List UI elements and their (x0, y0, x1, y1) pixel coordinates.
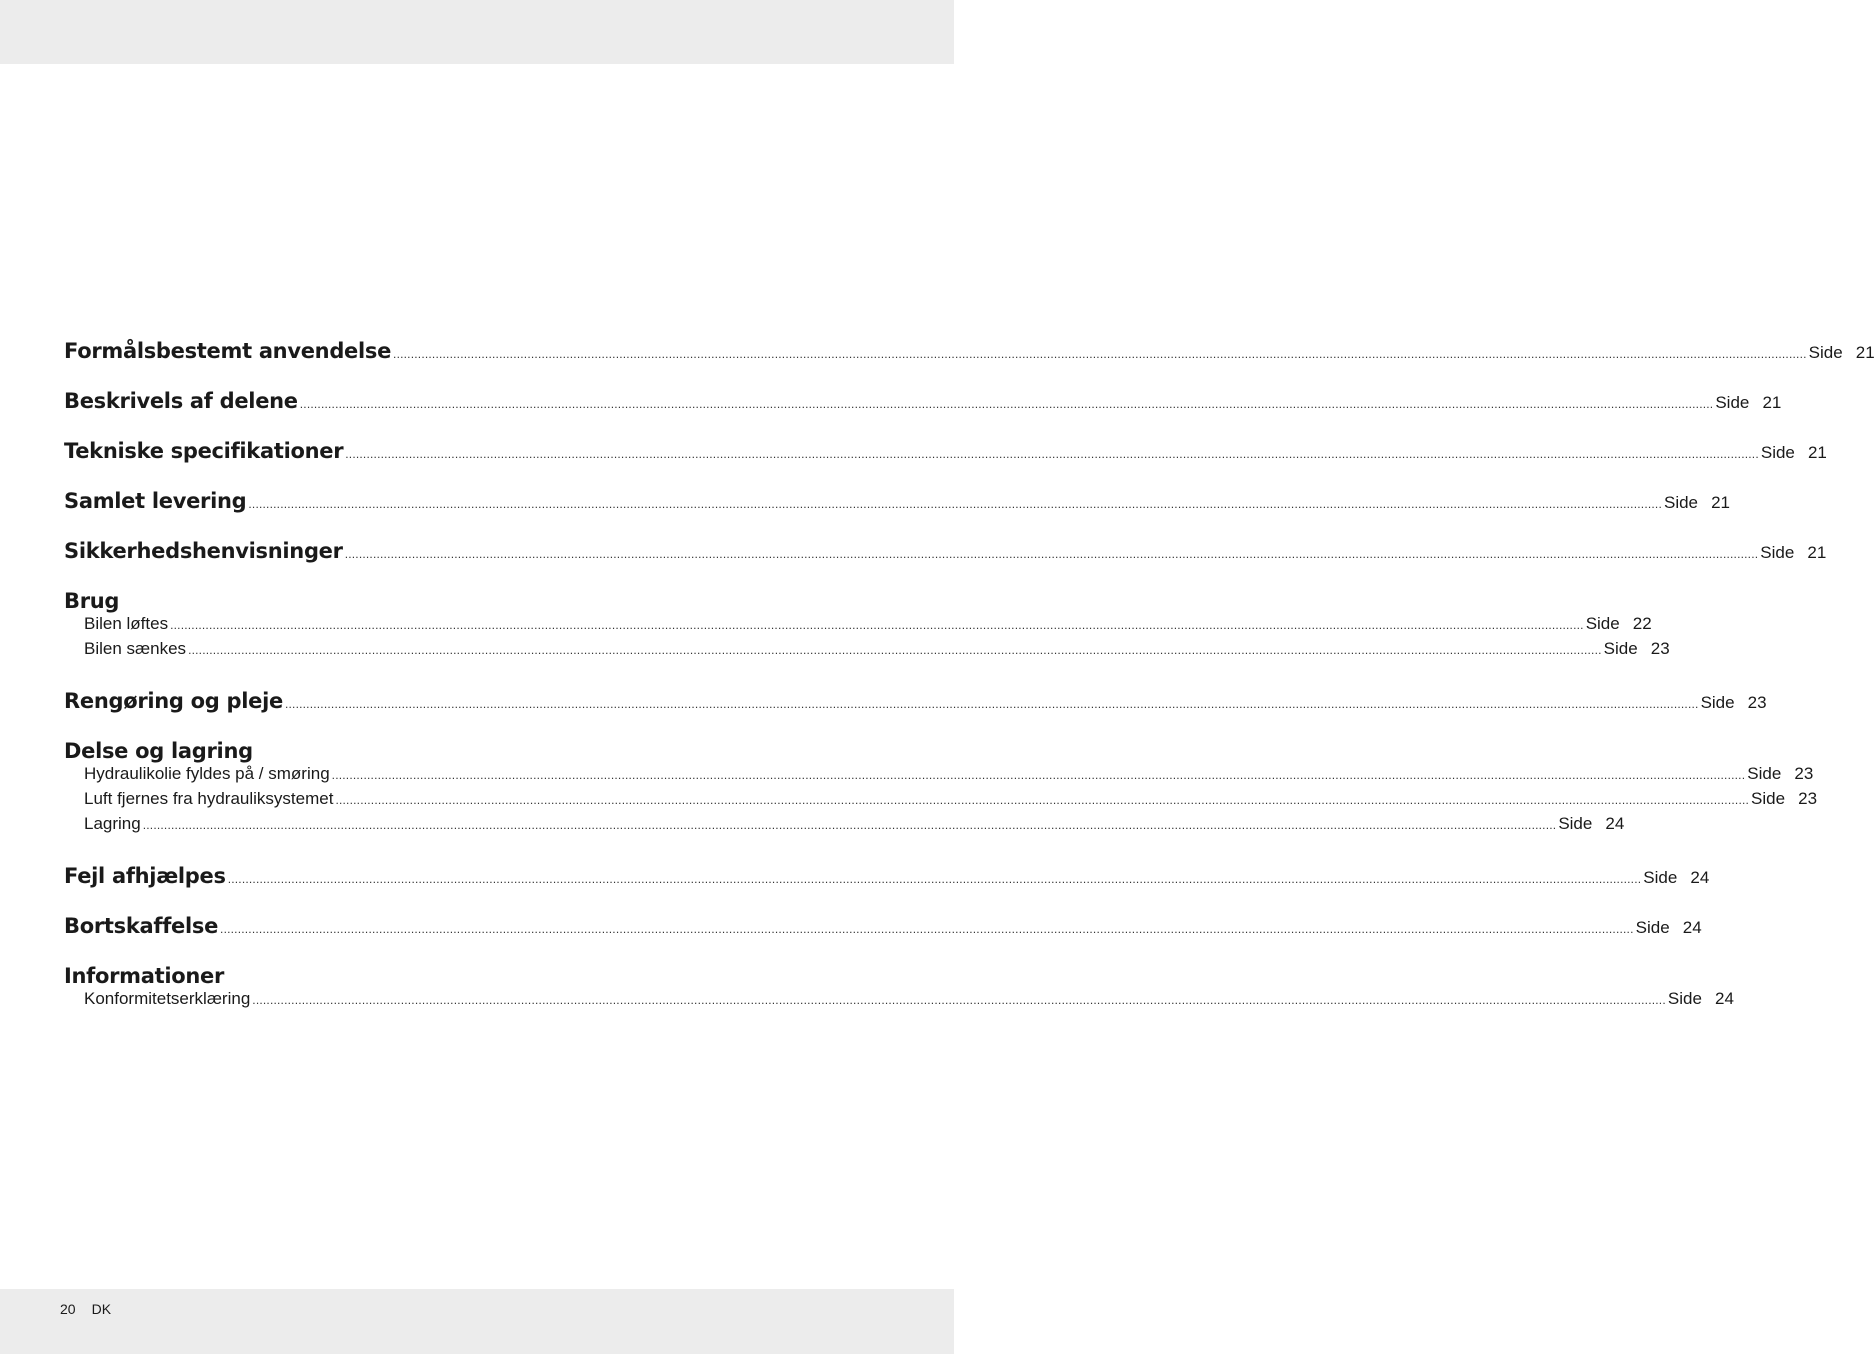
toc-heading-row[interactable] (64, 389, 1782, 414)
page-word: Side (1635, 918, 1670, 937)
page-word: Side (1700, 693, 1735, 712)
page-reference (1643, 868, 1709, 888)
toc-section (64, 439, 1827, 464)
toc-heading-title: Tekniske specifikationer (64, 439, 344, 463)
dot-leader: ................................................................................................................................................................................................................................................................................................................................................................................................................ (142, 818, 1557, 832)
page-word: Side (1663, 493, 1699, 512)
toc-subentry-title: Bilen løftes (84, 614, 169, 633)
page-number-ref: 23 (1794, 764, 1814, 783)
toc-subentry-title: Bilen sænkes (84, 639, 187, 658)
page-word: Side (1667, 989, 1702, 1008)
dot-leader: ................................................................................................................................................................................................................................................................................................................................................................................................................ (335, 793, 1750, 807)
toc-heading-row[interactable] (64, 339, 1875, 364)
dot-leader: ................................................................................................................................................................................................................................................................................................................................................................................................................ (220, 922, 1634, 936)
page-number-ref: 21 (1762, 393, 1782, 412)
toc-subentry-row[interactable] (64, 814, 1625, 839)
dot-leader: ................................................................................................................................................................................................................................................................................................................................................................................................................ (331, 768, 1746, 782)
toc-subentry-title: Konformitetserklæring (84, 989, 251, 1008)
page-word: Side (1747, 764, 1782, 783)
page-number-ref: 21 (1711, 493, 1731, 512)
page-reference (1586, 614, 1652, 634)
page-reference (1809, 343, 1875, 363)
page-number-ref: 24 (1682, 918, 1702, 937)
page-word: Side (1603, 639, 1638, 658)
page-word: Side (1643, 868, 1678, 887)
top-band (0, 0, 954, 64)
toc-section (64, 389, 1782, 414)
toc-heading-row[interactable] (64, 439, 1827, 464)
page-word: Side (1558, 814, 1593, 833)
toc-section (64, 864, 1710, 889)
page-footer (60, 1301, 111, 1317)
toc-subentry-row[interactable] (64, 639, 1670, 664)
page-reference (1761, 443, 1827, 463)
toc-heading-title: Sikkerhedshenvisninger (64, 539, 343, 563)
page-reference (1668, 989, 1734, 1009)
toc-section (64, 539, 1827, 564)
dot-leader: ................................................................................................................................................................................................................................................................................................................................................................................................................ (345, 447, 1759, 461)
dot-leader: ................................................................................................................................................................................................................................................................................................................................................................................................................ (393, 347, 1807, 361)
page-number-ref: 22 (1632, 614, 1652, 633)
page-reference (1604, 639, 1670, 659)
page-word: Side (1760, 443, 1795, 462)
page-number: 20 (60, 1301, 76, 1317)
toc-heading-title: Brug (64, 589, 120, 613)
page-number-ref: 23 (1747, 693, 1767, 712)
toc-subentry-title: Luft fjernes fra hydrauliksystemet (84, 789, 334, 808)
toc-heading-title: Bortskaffelse (64, 914, 219, 938)
toc-heading-title: Formålsbestemt anvendelse (64, 339, 392, 363)
toc-subentry-row[interactable] (64, 789, 1818, 814)
bottom-band (0, 1289, 954, 1354)
toc-heading-row[interactable] (64, 689, 1767, 714)
page-number-ref: 24 (1714, 989, 1734, 1008)
toc-heading-title: Fejl afhjælpes (64, 864, 226, 888)
toc-section (64, 739, 1818, 839)
page-word: Side (1585, 614, 1620, 633)
toc-section (64, 489, 1731, 514)
toc-subentry-title: Lagring (84, 814, 141, 833)
toc-heading-title: Samlet levering (64, 489, 247, 513)
toc-heading-row[interactable] (64, 489, 1731, 514)
page-number-ref: 23 (1798, 789, 1818, 808)
toc-section (64, 689, 1767, 714)
page-word: Side (1715, 393, 1750, 412)
page-word: Side (1808, 343, 1843, 362)
dot-leader: ................................................................................................................................................................................................................................................................................................................................................................................................................ (227, 872, 1642, 886)
dot-leader: ................................................................................................................................................................................................................................................................................................................................................................................................................ (344, 547, 1759, 561)
toc-heading-row[interactable] (64, 589, 889, 614)
dot-leader: ................................................................................................................................................................................................................................................................................................................................................................................................................ (299, 397, 1714, 411)
page-number-ref: 21 (1807, 543, 1827, 562)
page-reference (1747, 764, 1813, 784)
language-code: DK (91, 1301, 112, 1317)
toc-heading-title: Delse og lagring (64, 739, 253, 763)
page-reference (1664, 493, 1730, 513)
toc-section (64, 589, 1670, 664)
page-number-ref: 24 (1690, 868, 1710, 887)
dot-leader: ................................................................................................................................................................................................................................................................................................................................................................................................................ (170, 618, 1584, 632)
toc-heading-row[interactable] (64, 864, 1710, 889)
dot-leader: ................................................................................................................................................................................................................................................................................................................................................................................................................ (252, 993, 1666, 1007)
toc-section (64, 339, 1875, 364)
page-number-ref: 21 (1855, 343, 1875, 362)
page-reference (1760, 543, 1826, 563)
toc-heading-title: Rengøring og pleje (64, 689, 283, 713)
page-reference (1751, 789, 1817, 809)
page-number-ref: 24 (1605, 814, 1625, 833)
page-reference (1636, 918, 1702, 938)
toc-section (64, 964, 1734, 1014)
toc-subentry-row[interactable] (64, 764, 1814, 789)
toc-subentry-row[interactable] (64, 989, 1734, 1014)
dot-leader: ................................................................................................................................................................................................................................................................................................................................................................................................................ (284, 697, 1699, 711)
page-reference (1715, 393, 1781, 413)
toc-subentry-title: Hydraulikolie fyldes på / smøring (84, 764, 330, 783)
page-word: Side (1751, 789, 1786, 808)
page-number-ref: 23 (1650, 639, 1670, 658)
page-reference (1558, 814, 1624, 834)
page-reference (1701, 693, 1767, 713)
dot-leader: ................................................................................................................................................................................................................................................................................................................................................................................................................ (188, 643, 1602, 657)
toc-heading-row[interactable] (64, 739, 889, 764)
toc-heading-title: Beskrivels af delene (64, 389, 298, 413)
page-number-ref: 21 (1807, 443, 1827, 462)
toc-heading-row[interactable] (64, 964, 889, 989)
toc-heading-row[interactable] (64, 539, 1827, 564)
toc-section (64, 914, 1702, 939)
toc-heading-title: Informationer (64, 964, 225, 988)
table-of-contents (64, 339, 1875, 1039)
toc-heading-row[interactable] (64, 914, 1702, 939)
page-word: Side (1760, 543, 1795, 562)
toc-subentry-row[interactable] (64, 614, 1652, 639)
dot-leader: ................................................................................................................................................................................................................................................................................................................................................................................................................ (248, 497, 1662, 511)
